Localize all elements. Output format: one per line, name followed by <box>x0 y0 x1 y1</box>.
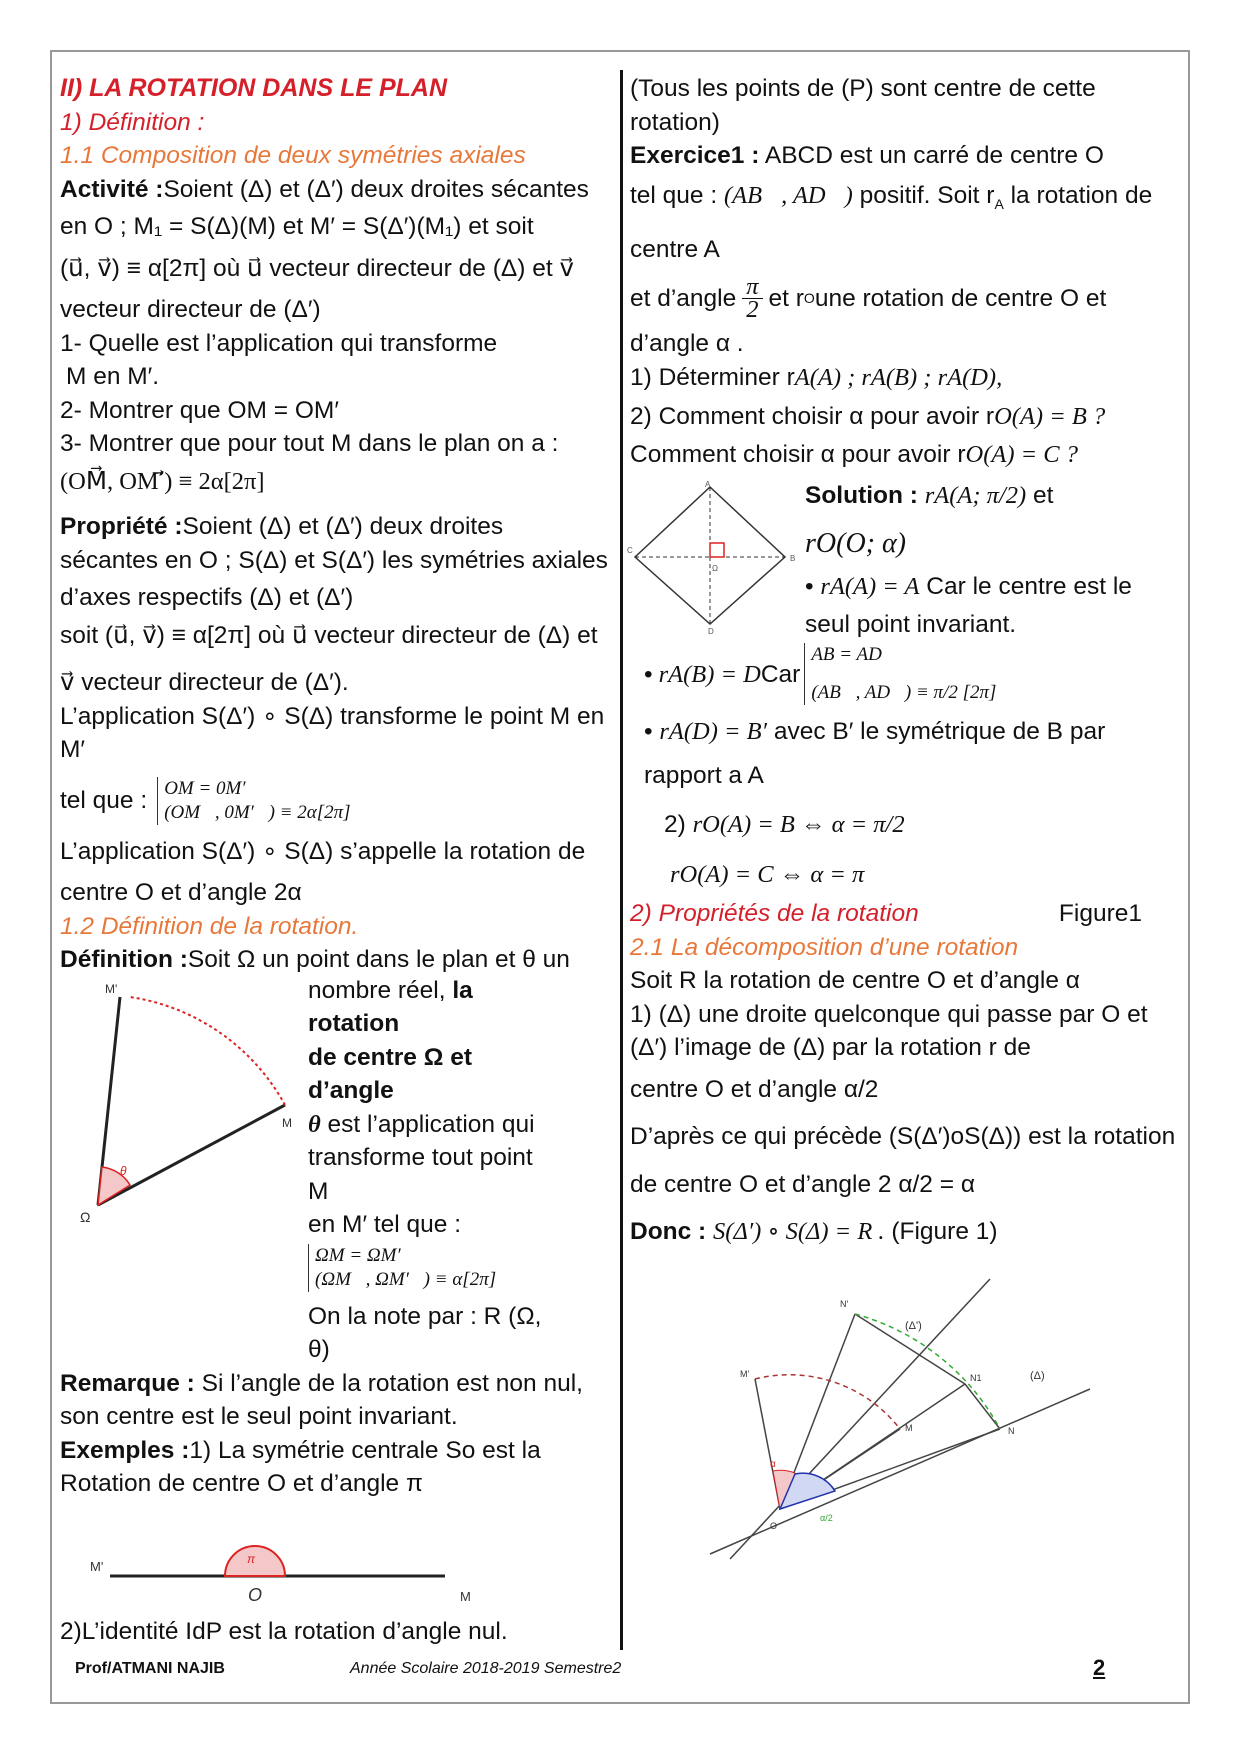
question-3: 3- Montrer que pour tout M dans le plan on a : <box>60 430 559 457</box>
arc-m <box>755 1375 900 1429</box>
rotation-figure <box>60 977 308 1227</box>
question-2: 2) Comment choisir α pour avoir rO(A) = B ? <box>630 403 1106 431</box>
bullet-3-cont: rapport a A <box>644 761 764 789</box>
page-number: 2 <box>1093 1655 1106 1680</box>
solution-block <box>627 479 1182 641</box>
square-figure <box>627 479 805 637</box>
activite-line1: Activité :Soient (Δ) et (Δ′) deux droites sécantes <box>60 175 589 203</box>
footer-author: Prof/ATMANI NAJIB <box>75 1660 225 1677</box>
label-theta: θ <box>120 1163 127 1178</box>
n1-n <box>965 1384 1000 1429</box>
delta-prime-line <box>730 1279 990 1559</box>
question-1: 1) Déterminer rA(A) ; rA(B) ; rA(D), <box>630 363 1003 391</box>
propriete-line2: sécantes en O ; S(Δ) et S(Δ′) les symétries axiales <box>60 546 608 574</box>
label-alpha-half: α/2 <box>820 1512 833 1523</box>
label-n: N <box>1008 1425 1015 1436</box>
definition-block <box>60 977 608 1367</box>
solution-2b: rO(A) = C ⇔ α = π <box>670 860 865 888</box>
decomp-line2: 1) (Δ) une droite quelconque qui passe par O et <box>630 1000 1148 1028</box>
omega-m-segment <box>98 1105 285 1205</box>
propriete-line6: L’application S(Δ′) ∘ S(Δ) transforme le point M en M′ <box>60 702 605 763</box>
remarque-line1: Remarque : Si l’angle de la rotation est non nul, <box>60 1369 583 1397</box>
system-2: ΩM = ΩM′ (ΩM⃗, ΩM′⃗) ≡ α[2π] <box>308 1244 496 1292</box>
bullet-1: • rA(A) = A Car le centre est le <box>805 573 1132 601</box>
footer-year: Année Scolaire 2018-2019 Semestre2 <box>350 1660 622 1677</box>
propriete-line9: centre O et d’angle 2α <box>60 879 302 906</box>
label-delta-prime: (Δ') <box>905 1319 922 1332</box>
question-1: 1- Quelle est l’application qui transforme <box>60 329 498 357</box>
label-b: B <box>790 554 796 564</box>
figure1-label: Figure1 <box>1058 900 1142 928</box>
exemples-line2: Rotation de centre O et d’angle π <box>60 1470 423 1497</box>
right-column <box>627 72 1182 1559</box>
heading-composition: 1.1 Composition de deux symétries axiales <box>60 142 526 169</box>
label-m-prime: M' <box>740 1368 750 1379</box>
propriete-line1: Propriété :Soient (Δ) et (Δ′) deux droites <box>60 513 504 540</box>
definition-right: nombre réel, la rotation de centre Ω et d’angle θ est l’application qui transforme tout point M en M′ tel que : ΩM = ΩM′ (ΩM⃗, ΩM′⃗) ≡ α[2π] On la note par : R (Ω, θ) <box>308 974 558 1367</box>
label-m-prime: M' <box>90 1558 104 1574</box>
label-d: D <box>708 627 714 637</box>
heading-properties: 2) Propriétés de la rotation <box>630 900 919 928</box>
question-1b: M en M′. <box>66 363 160 390</box>
label-delta: (Δ) <box>1030 1369 1045 1382</box>
bullet-3: • rA(D) = B′ avec B′ le symétrique de B par <box>644 718 1106 746</box>
label-m: M <box>460 1588 471 1604</box>
question-2: 2- Montrer que OM = OM′ <box>60 396 339 424</box>
donc-line: Donc : S(Δ′) ∘ S(Δ) = R . (Figure 1) <box>630 1218 998 1246</box>
left-column <box>60 72 608 1648</box>
right-line2: rotation) <box>630 108 720 136</box>
propriete-line3: d’axes respectifs (Δ) et (Δ′) <box>60 584 354 611</box>
exemples-last: 2)L’identité IdP est la rotation d’angle nul. <box>60 1617 508 1645</box>
heading-rotation-def: 1.2 Définition de la rotation. <box>60 912 359 940</box>
system-1: OM = 0M′ (OM⃗, 0M′⃗) ≡ 2α[2π] <box>157 777 350 825</box>
label-o: O <box>248 1584 263 1605</box>
heading-decomposition: 2.1 La décomposition d’une rotation <box>630 933 1019 961</box>
label-center: Ω <box>712 564 718 574</box>
solution-right: Solution : rA(A; π/2) et rO(O; α) • rA(A) = A Car le centre est le seul point invariant. <box>805 479 1175 641</box>
activite-line2: en O ; M₁ = S(Δ)(M) et M′ = S(Δ′)(M₁) et soit <box>60 213 534 240</box>
column-divider <box>620 70 623 1650</box>
activite-line3: (u⃗, v⃗) ≡ α[2π] où u⃗ vecteur directeur de (Δ) et v⃗ <box>60 254 574 282</box>
question-3-formula: (OM⃗, OM′⃗) ≡ 2α[2π] <box>60 467 265 495</box>
solution-2a: 2) rO(A) = B ⇔ α = π/2 <box>664 811 905 839</box>
fraction-numerator-pi: π <box>746 273 759 301</box>
propriete-system: tel que : OM = 0M′ (OM⃗, 0M′⃗) ≡ 2α[2π] <box>60 777 351 823</box>
right-angle-mark <box>710 543 724 557</box>
exercice1-line4: et d’angle π 2 et r O une rotation de centre O et <box>630 273 1107 324</box>
activite-line4: vecteur directeur de (Δ′) <box>60 296 321 323</box>
system-3: AB = AD (AB⃗, AD⃗) ≡ π/2 [2π] <box>804 643 996 705</box>
central-symmetry-figure <box>60 1501 480 1611</box>
exercice1-line2: tel que : (AB⃗, AD⃗) positif. Soit $r_A$ la rotation de <box>630 181 1153 212</box>
question-3: Comment choisir α pour avoir rO(A) = C ? <box>630 440 1078 468</box>
label-m: M <box>282 1115 292 1130</box>
heading-properties-row <box>630 897 1182 931</box>
delta-line <box>710 1389 1090 1554</box>
label-alpha: α <box>770 1458 776 1470</box>
propriete-line5: v⃗ vecteur directeur de (Δ′). <box>60 669 349 696</box>
decomp-line3: (Δ′) l’image de (Δ) par la rotation r de <box>630 1034 1031 1062</box>
rotation-arc <box>130 997 285 1105</box>
label-o: O <box>770 1520 778 1531</box>
label-m: M <box>905 1422 913 1433</box>
bullet-2: • rA(B) = D Car AB = AD (AB⃗, AD⃗) ≡ π/2 [2π] <box>644 644 997 704</box>
exercice1-line3: centre A <box>630 235 720 263</box>
exercice1-line5: d’angle α . <box>630 330 744 358</box>
decomp-line1: Soit R la rotation de centre O et d’angle α <box>630 967 1080 995</box>
exemples-line1: Exemples :1) La symétrie centrale So est la <box>60 1436 541 1464</box>
decomposition-figure <box>670 1259 1150 1559</box>
label-pi: π <box>247 1551 256 1566</box>
right-line1: (Tous les points de (P) sont centre de cette <box>630 75 1096 102</box>
remarque-line2: son centre est le seul point invariant. <box>60 1403 458 1430</box>
heading-definition: 1) Définition : <box>60 108 205 136</box>
definition-note: On la note par : R (Ω, θ) <box>308 1302 542 1363</box>
decomp-line5: D’après ce qui précède (S(Δ′)oS(Δ)) est la rotation <box>630 1123 1176 1151</box>
definition-line1: Définition :Soit Ω un point dans le plan et θ un <box>60 946 570 973</box>
section-title: II) LA ROTATION DANS LE PLAN <box>60 74 448 102</box>
decomp-line4: centre O et d’angle α/2 <box>630 1075 879 1103</box>
arc-n <box>855 1314 1000 1429</box>
label-m-prime: M' <box>105 981 118 996</box>
exercice1-line1: Exercice1 : ABCD est un carré de centre O <box>630 142 1104 169</box>
label-c: C <box>627 546 633 556</box>
decomp-line6: de centre O et d’angle 2 α/2 = α <box>630 1170 975 1198</box>
label-a: A <box>705 480 711 490</box>
label-omega: Ω <box>80 1208 91 1225</box>
label-n1: N1 <box>970 1372 982 1383</box>
propriete-line4: soit (u⃗, v⃗) ≡ α[2π] où u⃗ vecteur directeur de (Δ) et <box>60 621 598 649</box>
label-n-prime: N' <box>840 1298 849 1309</box>
propriete-line8: L’application S(Δ′) ∘ S(Δ) s’appelle la rotation de <box>60 837 586 865</box>
